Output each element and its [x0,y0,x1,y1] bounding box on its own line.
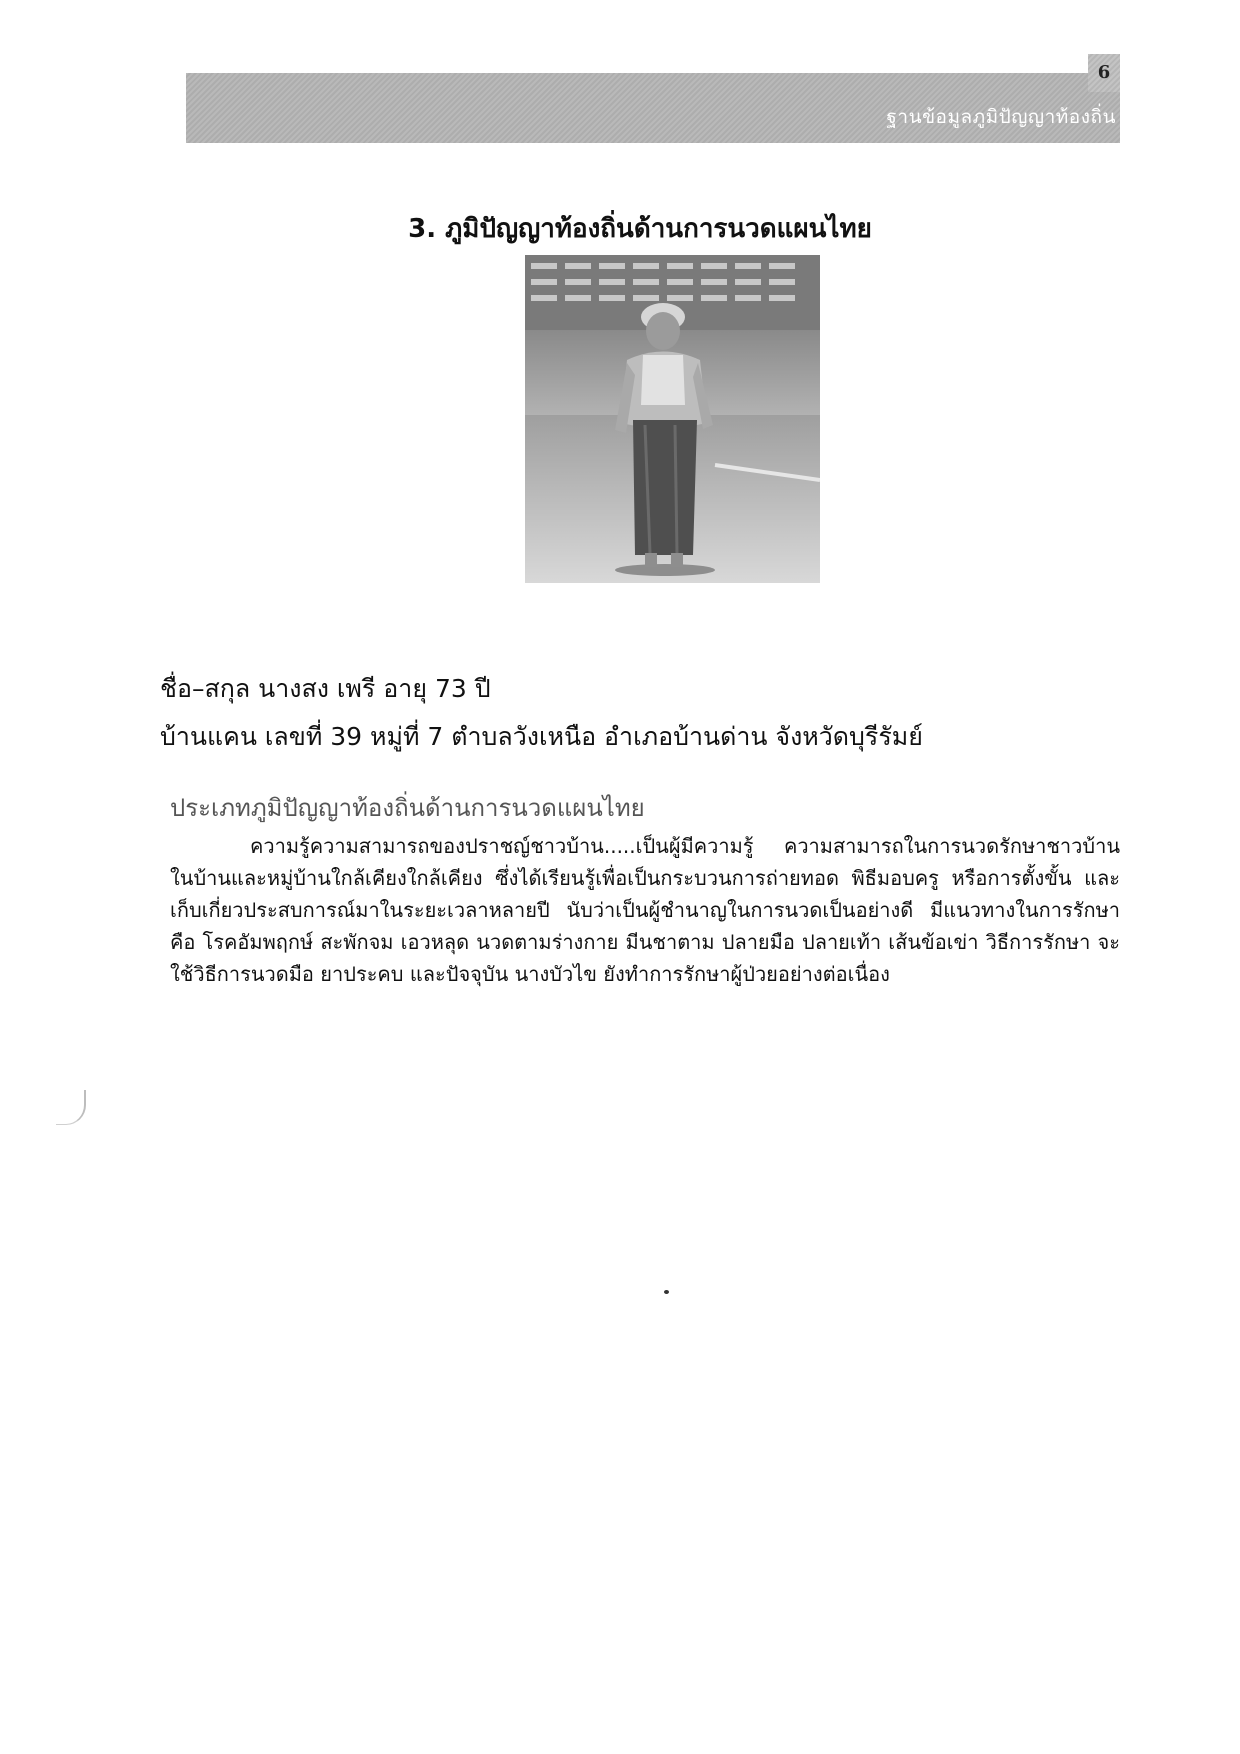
scan-margin-mark [56,1090,86,1125]
page-number: 6 [1097,62,1111,83]
scan-speck [664,1290,669,1294]
header-title: ฐานข้อมูลภูมิปัญญาท้องถิ่น [886,106,1116,128]
portrait-photo [525,255,820,583]
person-address-line: บ้านแคน เลขที่ 39 หมู่ที่ 7 ตำบลวังเหนือ อำเภอบ้านด่าน จังหวัดบุรีรัมย์ [160,722,923,751]
person-name-line: ชื่อ–สกุล นางสง เพรี อายุ 73 ปี [160,674,491,703]
category-heading: ประเภทภูมิปัญญาท้องถิ่นด้านการนวดแผนไทย [170,794,645,822]
section-title: 3. ภูมิปัญญาท้องถิ่นด้านการนวดแผนไทย [408,214,872,244]
category-body-text: ความรู้ความสามารถของปราชญ์ชาวบ้าน.....เป็นผู้มีความรู้ ความสามารถในการนวดรักษาชาวบ้าน ในบ้านและหมู่บ้านใกล้เคียงใกล้เคียง ซึ่งได้เรียนรู้เพื่อเป็นกระบวนการถ่ายทอด พิธีมอบครู หรือการตั้งขั้น และเก็บเกี่ยวประสบการณ์มาในระยะเวลาหลายปี นับว่าเป็นผู้ชำนาญในการนวดเป็นอย่างดี มีแนวทางในการรักษา คือ โรคอัมพฤกษ์ สะพักจม เอวหลุด นวดตามร่างกาย มีนชาตาม ปลายมือ ปลายเท้า เส้นข้อเข่า วิธีการรักษา จะใช้วิธีการนวดมือ ยาประคบ และปัจจุบัน นางบัวไข ยังทำการรักษาผู้ป่วยอย่างต่อเนื่อง [170,834,1120,986]
person-info [160,665,1160,761]
